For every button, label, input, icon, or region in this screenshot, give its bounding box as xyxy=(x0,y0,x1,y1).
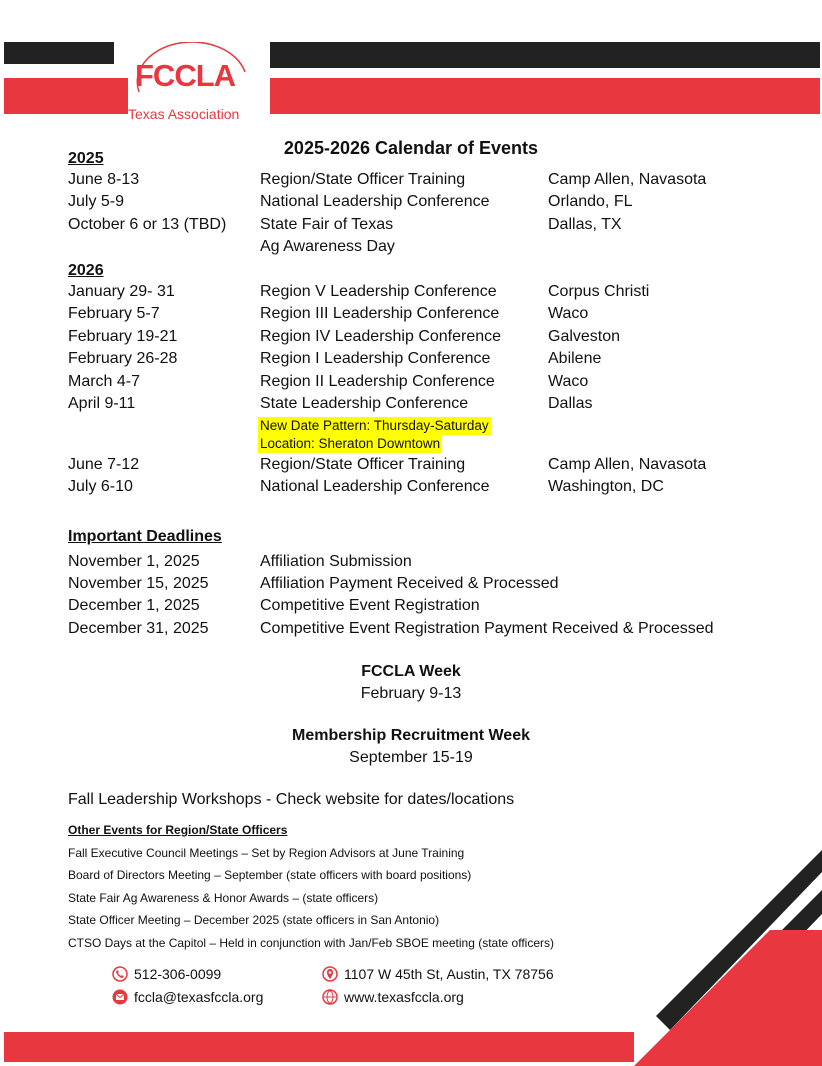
event-row xyxy=(0,373,822,395)
deadline-row xyxy=(0,553,822,575)
event-row xyxy=(0,171,822,193)
other-event-item: State Fair Ag Awareness & Honor Awards – (state officers) xyxy=(68,891,379,905)
event-location: Orlando, FL xyxy=(548,193,633,210)
event-name: Region/State Officer Training xyxy=(260,171,466,188)
header-bar-red-left xyxy=(4,78,128,114)
website-url[interactable]: www.texasfccla.org xyxy=(344,989,464,1005)
event-row xyxy=(0,216,822,238)
deadline-item: Competitive Event Registration Payment Received & Processed xyxy=(260,620,714,637)
event-name: Region II Leadership Conference xyxy=(260,373,495,390)
other-event-item: Fall Executive Council Meetings – Set by Region Advisors at June Training xyxy=(68,846,465,860)
event-location: Camp Allen, Navasota xyxy=(548,456,707,473)
event-location: Corpus Christi xyxy=(548,283,650,300)
event-row xyxy=(0,305,822,327)
phone-number: 512-306-0099 xyxy=(134,966,222,982)
event-row xyxy=(0,456,822,478)
event-date: July 5-9 xyxy=(68,193,125,210)
event-date: January 29- 31 xyxy=(68,283,175,300)
deadline-row xyxy=(0,597,822,619)
event-location: Washington, DC xyxy=(548,478,664,495)
recruitment-week-heading: Membership Recruitment Week xyxy=(292,727,530,744)
event-location: Waco xyxy=(548,305,589,322)
event-date: March 4-7 xyxy=(68,373,141,390)
event-name: Region III Leadership Conference xyxy=(260,305,500,322)
email-icon xyxy=(112,989,128,1005)
event-date: July 6-10 xyxy=(68,478,133,495)
event-location: Dallas, TX xyxy=(548,216,622,233)
event-date: February 26-28 xyxy=(68,350,178,367)
fccla-week-dates: February 9-13 xyxy=(360,685,462,702)
logo-subtitle: Texas Association xyxy=(128,106,240,122)
fccla-logo xyxy=(125,42,257,126)
deadline-item: Affiliation Payment Received & Processed xyxy=(260,575,559,592)
highlight-note-date-pattern: New Date Pattern: Thursday-Saturday xyxy=(260,418,489,433)
event-name: State Fair of Texas xyxy=(260,216,394,233)
street-address: 1107 W 45th St, Austin, TX 78756 xyxy=(344,966,554,982)
deadline-row xyxy=(0,620,822,642)
event-date: February 19-21 xyxy=(68,328,178,345)
deadline-date: November 1, 2025 xyxy=(68,553,200,570)
header-bar-black-left xyxy=(4,42,114,64)
deadline-item: Competitive Event Registration xyxy=(260,597,480,614)
event-row xyxy=(0,478,822,500)
deadline-row xyxy=(0,575,822,597)
fall-workshops-note: Fall Leadership Workshops - Check website for dates/locations xyxy=(68,791,515,808)
header-bar-black-right xyxy=(270,42,820,68)
fccla-week-heading: FCCLA Week xyxy=(361,663,461,680)
year-heading-2026: 2026 xyxy=(68,262,104,279)
event-row xyxy=(0,350,822,372)
logo-wordmark: FCCLA xyxy=(135,58,236,93)
contact-address xyxy=(322,966,554,982)
other-event-item: Board of Directors Meeting – September (state officers with board positions) xyxy=(68,868,472,882)
contact-website[interactable] xyxy=(322,989,464,1005)
event-row xyxy=(0,238,822,260)
event-name: National Leadership Conference xyxy=(260,193,490,210)
event-date: June 7-12 xyxy=(68,456,140,473)
location-pin-icon xyxy=(322,966,338,982)
email-address[interactable]: fccla@texasfccla.org xyxy=(134,989,264,1005)
event-date: April 9-11 xyxy=(68,395,136,412)
deadlines-heading: Important Deadlines xyxy=(68,528,222,545)
contact-email[interactable] xyxy=(112,989,263,1005)
event-row xyxy=(0,193,822,215)
deadline-date: December 1, 2025 xyxy=(68,597,200,614)
event-name: Region IV Leadership Conference xyxy=(260,328,502,345)
event-location: Camp Allen, Navasota xyxy=(548,171,707,188)
contact-phone xyxy=(112,966,221,982)
header-bar-red-right xyxy=(270,78,820,114)
globe-icon xyxy=(322,989,338,1005)
page-title: 2025-2026 Calendar of Events xyxy=(283,138,539,158)
event-name: National Leadership Conference xyxy=(260,478,490,495)
deadline-item: Affiliation Submission xyxy=(260,553,412,570)
event-location: Waco xyxy=(548,373,589,390)
event-date: October 6 or 13 (TBD) xyxy=(68,216,227,233)
event-row xyxy=(0,328,822,350)
event-name: Region I Leadership Conference xyxy=(260,350,491,367)
year-heading-2025: 2025 xyxy=(68,150,104,167)
highlight-note-location: Location: Sheraton Downtown xyxy=(260,436,441,451)
event-name: State Leadership Conference xyxy=(260,395,469,412)
footer-bar-red xyxy=(4,1032,634,1062)
event-location: Galveston xyxy=(548,328,621,345)
event-date: June 8-13 xyxy=(68,171,140,188)
event-row xyxy=(0,395,822,417)
event-name: Ag Awareness Day xyxy=(260,238,395,255)
other-event-item: State Officer Meeting – December 2025 (state officers in San Antonio) xyxy=(68,913,440,927)
other-event-item: CTSO Days at the Capitol – Held in conjunction with Jan/Feb SBOE meeting (state officers) xyxy=(68,936,554,950)
event-location: Dallas xyxy=(548,395,593,412)
recruitment-week-dates: September 15-19 xyxy=(349,749,473,766)
phone-icon xyxy=(112,966,128,982)
event-date: February 5-7 xyxy=(68,305,160,322)
deadline-date: December 31, 2025 xyxy=(68,620,209,637)
deadline-date: November 15, 2025 xyxy=(68,575,209,592)
event-name: Region/State Officer Training xyxy=(260,456,466,473)
other-events-heading: Other Events for Region/State Officers xyxy=(68,823,288,837)
event-name: Region V Leadership Conference xyxy=(260,283,497,300)
event-row xyxy=(0,283,822,305)
event-location: Abilene xyxy=(548,350,602,367)
